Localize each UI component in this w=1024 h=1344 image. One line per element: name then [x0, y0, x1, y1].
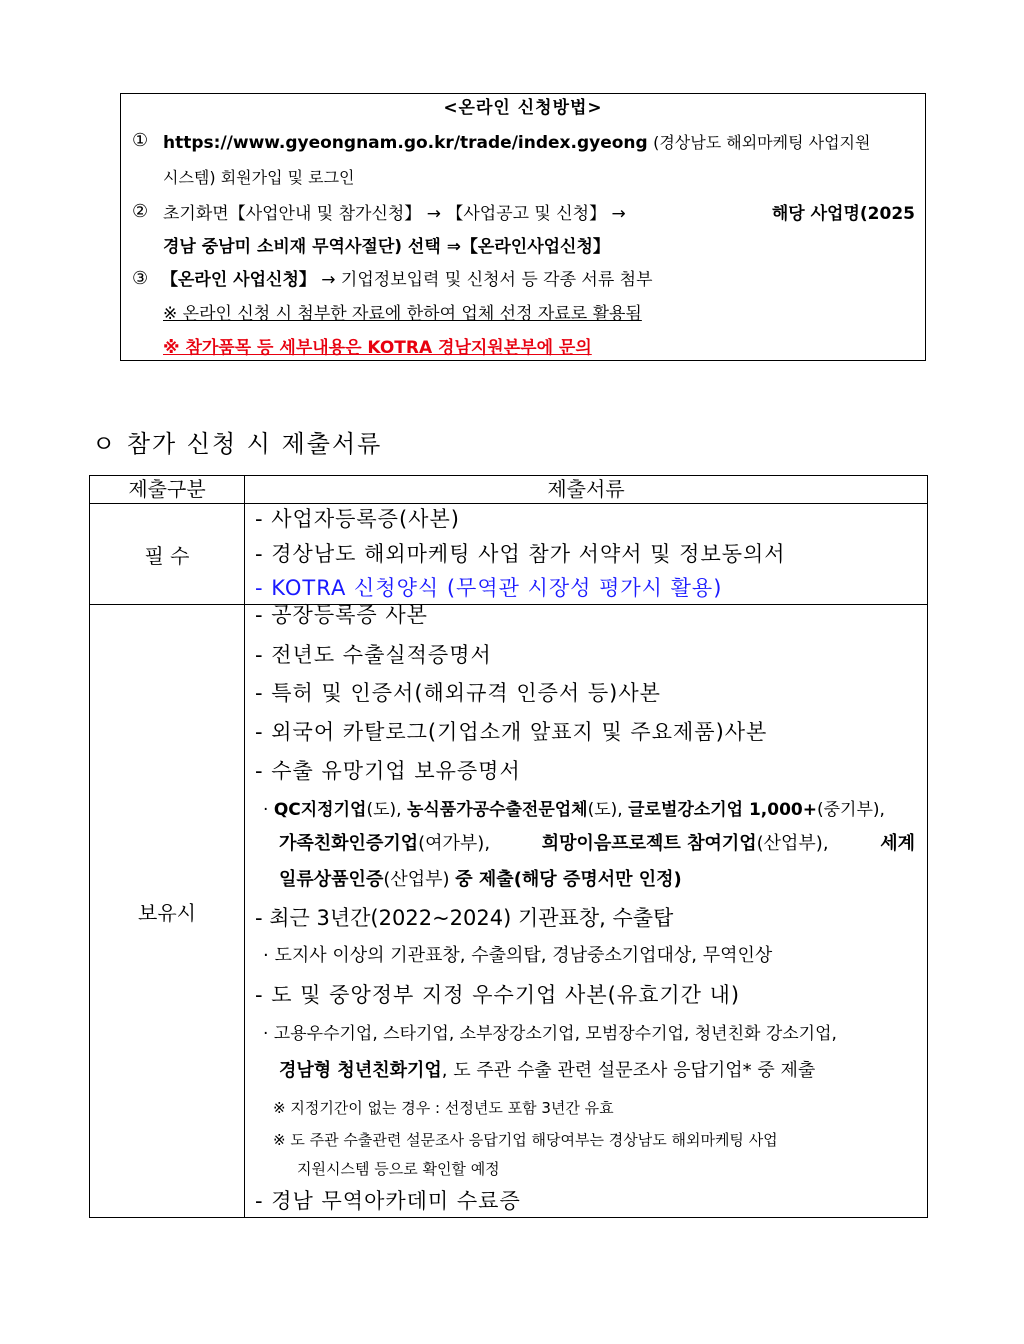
optional-item-5: - 수출 유망기업 보유증명서 — [255, 759, 521, 783]
step3-line — [161, 268, 653, 292]
gov-sub-2-rest: , 도 주관 수출 관련 설문조사 응답기업* 중 제출 — [441, 1060, 816, 1081]
required-docs-cell — [245, 504, 928, 605]
cert-world-product-org: (산업부) — [383, 869, 456, 890]
gov-youth-friendly: 경남형 청년친화기업 — [279, 1060, 442, 1081]
step2-line1-bold: 해당 사업명(2025 — [771, 204, 915, 224]
optional-docs-cell — [245, 605, 928, 1218]
cert-agri: 농식품가공수출전문업체 — [406, 800, 588, 820]
step3-rest: → 기업정보입력 및 신청서 등 각종 서류 첨부 — [321, 270, 653, 290]
header-category: 제출구분 — [90, 476, 245, 504]
online-note-1: ※ 온라인 신청 시 첨부한 자료에 한하여 업체 선정 자료로 활용됨 — [163, 304, 642, 324]
documents-table — [89, 475, 928, 1218]
kotra-form-text: - KOTRA 신청양식 — [255, 576, 447, 600]
cert-qc: QC지정기업 — [273, 800, 367, 820]
table-header-row — [90, 476, 928, 504]
optional-label: 보유시 — [90, 605, 245, 1218]
note-survey-1: ※ 도 주관 수출관련 설문조사 응답기업 해당여부는 경상남도 해외마케팅 사업 — [273, 1131, 778, 1149]
cert-line-3 — [279, 867, 682, 893]
optional-item-4: - 외국어 카탈로그(기업소개 앞표지 및 주요제품)사본 — [255, 720, 768, 744]
online-note-2: ※ 참가품목 등 세부내용은 KOTRA 경남지원본부에 문의 — [163, 338, 592, 358]
required-label: 필 수 — [90, 504, 245, 605]
kotra-form-note: (무역관 시장성 평가시 활용) — [446, 576, 723, 600]
table-row-optional — [90, 605, 928, 1218]
cert-line-2 — [279, 831, 915, 857]
cert-global: 글로벌강소기업 1,000+ — [628, 800, 817, 820]
step1-number: ① — [132, 130, 149, 151]
cert-world-product: 일류상품인증 — [279, 869, 384, 890]
step1-line2: 시스템) 회원가입 및 로그인 — [163, 168, 355, 187]
optional-item-academy: - 경남 무역아카데미 수료증 — [255, 1189, 521, 1213]
cert-submit-note: 중 제출(해당 증명서만 인정) — [455, 869, 682, 890]
optional-item-3: - 특허 및 인증서(해외규격 인증서 등)사본 — [255, 681, 661, 705]
award-sub: · 도지사 이상의 기관표창, 수출의탑, 경남중소기업대상, 무역인상 — [263, 945, 773, 966]
step2-number: ② — [132, 201, 149, 222]
step3-bold: 【온라인 사업신청】 — [161, 270, 316, 290]
gov-sub-2 — [279, 1058, 815, 1084]
step1-desc: (경상남도 해외마케팅 사업지원 — [653, 133, 871, 152]
cert-hope: 희망이음프로젝트 참여기업 — [541, 833, 757, 854]
required-item-3 — [255, 574, 722, 602]
cert-bullet: · — [263, 800, 269, 820]
section-title: ㅇ 참가 신청 시 제출서류 — [92, 430, 383, 458]
cert-qc-org: (도), — [366, 800, 407, 820]
header-documents: 제출서류 — [245, 476, 928, 504]
required-item-2: - 경상남도 해외마케팅 사업 참가 서약서 및 정보동의서 — [255, 542, 786, 566]
gov-sub-1: · 고용우수기업, 스타기업, 소부장강소기업, 모범장수기업, 청년친화 강소기업, — [263, 1024, 837, 1044]
optional-item-award: - 최근 3년간(2022~2024) 기관표창, 수출탑 — [255, 906, 674, 930]
cert-family: 가족친화인증기업 — [279, 833, 419, 854]
step2-line1 — [163, 202, 915, 226]
optional-item-gov: - 도 및 중앙정부 지정 우수기업 사본(유효기간 내) — [255, 983, 741, 1007]
cert-world: 세계 — [880, 833, 915, 854]
optional-item-2: - 전년도 수출실적증명서 — [255, 643, 492, 667]
required-item-1: - 사업자등록증(사본) — [255, 507, 460, 531]
step2-line1-text: 초기화면【사업안내 및 참가신청】 → 【사업공고 및 신청】 → — [163, 204, 626, 224]
cert-global-org: (중기부), — [816, 800, 885, 820]
cert-hope-org: (산업부), — [756, 833, 829, 854]
step2-line2: 경남 중남미 소비재 무역사절단) 선택 ⇒【온라인사업신청】 — [163, 237, 610, 257]
note-survey-2: 지원시스템 등으로 확인할 예정 — [297, 1160, 500, 1178]
step3-number: ③ — [132, 268, 149, 289]
online-application-box — [120, 93, 926, 361]
step1-url[interactable]: https://www.gyeongnam.go.kr/trade/index.gyeong — [163, 133, 648, 153]
step1-line1 — [163, 131, 870, 155]
cert-agri-org: (도), — [587, 800, 629, 820]
cert-line-1 — [263, 797, 885, 823]
table-row-required — [90, 504, 928, 605]
cert-family-org: (여가부), — [418, 833, 491, 854]
online-box-title: <온라인 신청방법> — [443, 98, 603, 118]
optional-item-1: - 공장등록증 사본 — [255, 603, 428, 627]
note-validity: ※ 지정기간이 없는 경우 : 선정년도 포함 3년간 유효 — [273, 1099, 614, 1117]
